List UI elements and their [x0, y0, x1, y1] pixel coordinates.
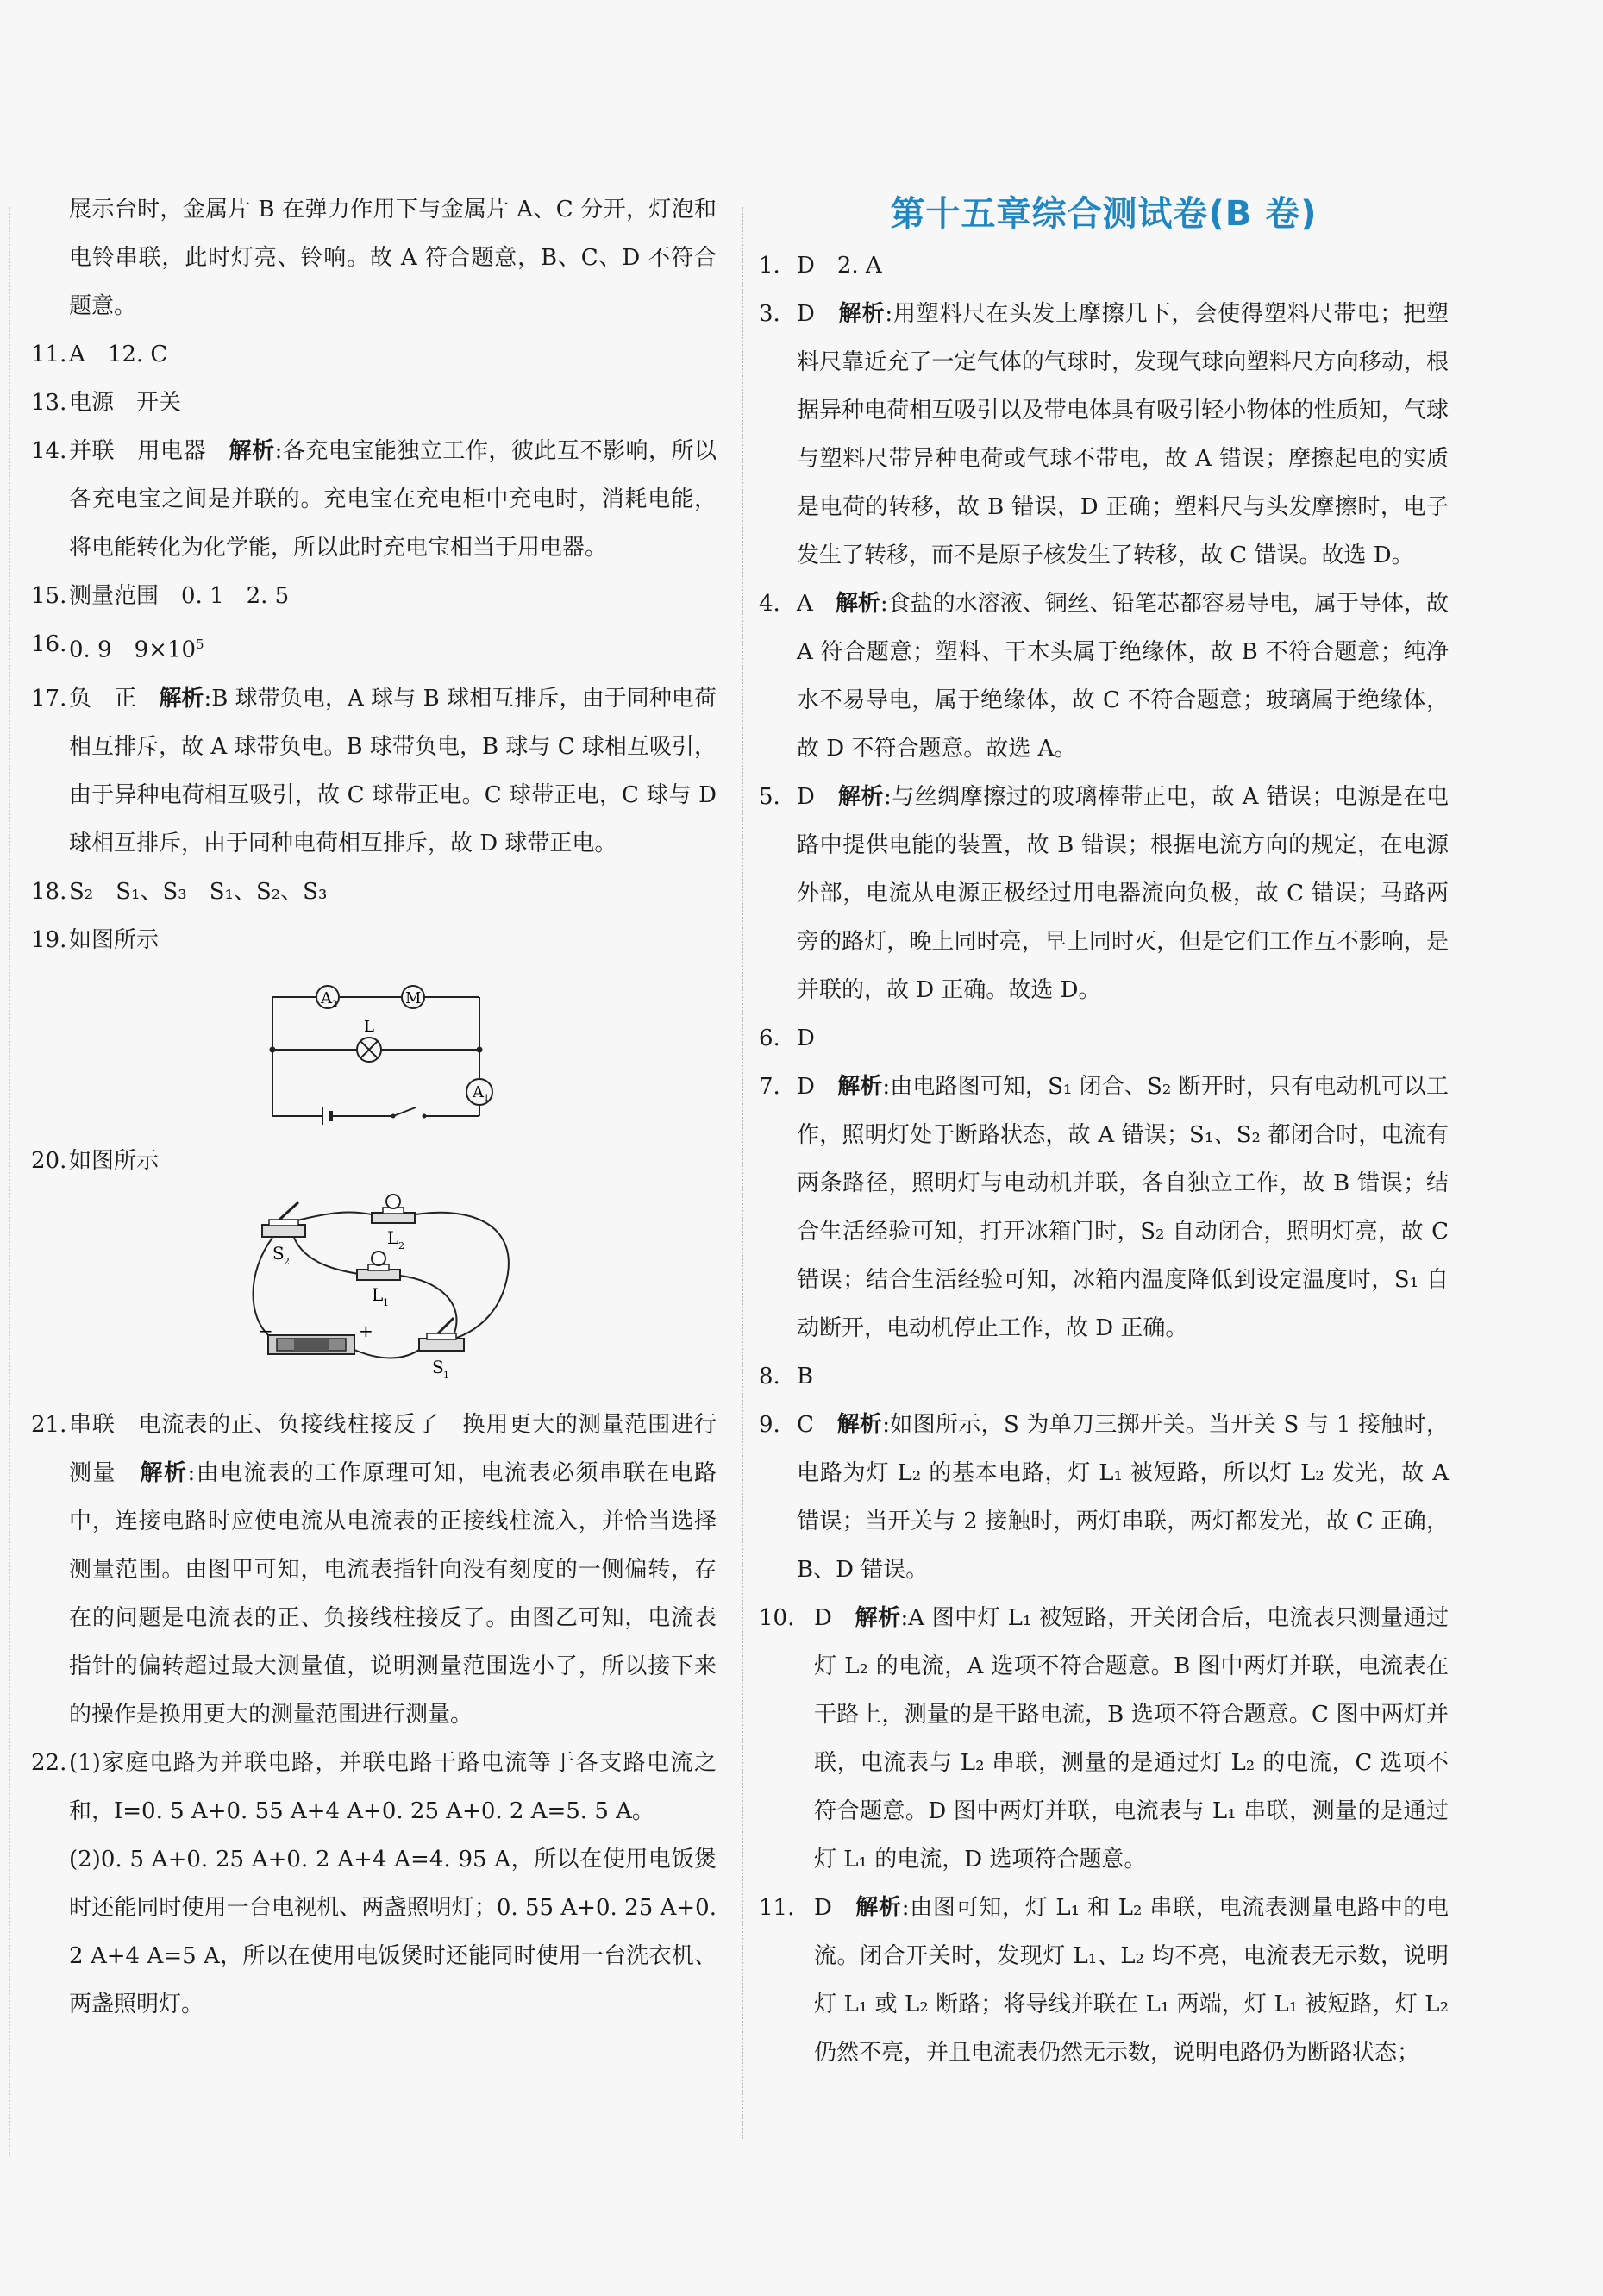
question-number: 15.	[31, 583, 67, 609]
analysis-label: 解析	[229, 438, 275, 464]
column-divider	[742, 207, 743, 2139]
question-number: 10.	[759, 1605, 795, 1631]
question-number: 6.	[759, 1026, 780, 1051]
answer-text: D	[814, 1605, 855, 1631]
answer-16	[31, 620, 717, 674]
switch-blade	[393, 1107, 416, 1116]
question-number: 1.	[759, 253, 780, 279]
answer-body	[797, 1063, 1449, 1352]
answer-text: B	[797, 1364, 814, 1390]
wire	[354, 1350, 419, 1358]
answer-body	[797, 580, 1449, 773]
answer-body	[69, 620, 717, 674]
answer-text: 如图所示	[69, 926, 160, 953]
analysis-label: 解析	[855, 1895, 902, 1921]
answer-r6	[759, 1014, 1449, 1063]
analysis-text: :由图可知，灯 L₁ 和 L₂ 串联，电流表测量电路中的电流。闭合开关时，发现灯 L₁、L₂ 均不亮，电流表无示数，说明灯 L₁ 或 L₂ 断路；将导线并联在 L₁ 两端，灯 L₁ 被短路，灯 L₂ 仍然不亮，并且电流表仍然无示数，说明电路仍为断路状态；	[814, 1895, 1449, 2066]
left-column	[31, 185, 717, 2029]
answer-body	[69, 427, 717, 572]
analysis-text: :用塑料尺在头发上摩擦几下，会使得塑料尺带电；把塑料尺靠近充了一定气体的气球时，发现气球向塑料尺方向移动，根据异种电荷相互吸引以及带电体具有吸引轻小物体的性质知，气球与塑料尺带异种电荷或气球不带电，故 A 错误；摩擦起电的实质是电荷的转移，故 B 错误，D 正确；塑料尺与头发摩擦时，电子发生了转移，而不是原子核发生了转移，故 C 错误。故选 D。	[797, 301, 1449, 568]
section-title: 第十五章综合测试卷(B 卷)	[890, 194, 1318, 234]
answer-14	[31, 427, 717, 572]
answer-part-2: (2)0. 5 A+0. 25 A+0. 2 A+4 A=4. 95 A，所以在使用电饭煲时还能同时使用一台电视机、两盏照明灯；0. 55 A+0. 25 A+0. 2 A+4 A=5 A，所以在使用电饭煲时还能同时使用一台洗衣机、两盏照明灯。	[69, 1846, 717, 2017]
junction-dot	[477, 1046, 483, 1052]
answer-17	[31, 674, 717, 868]
answer-text: A 12. C	[69, 342, 168, 367]
answer-r10	[759, 1594, 1449, 1884]
question-number: 22.	[31, 1749, 67, 1776]
answer-text: D	[814, 1895, 856, 1921]
answer-r11	[759, 1884, 1449, 2077]
wire	[294, 1238, 363, 1275]
answer-20	[31, 1137, 717, 1185]
analysis-text: :食盐的水溶液、铜丝、铅笔芯都容易导电，属于导体，故 A 符合题意；塑料、干木头属于绝缘体，故 B 不符合题意；纯净水不易导电，属于绝缘体，故 C 不符合题意；玻璃属于绝缘体，故 D 不符合题意。故选 A。	[797, 591, 1449, 762]
switch-pivot	[391, 1113, 396, 1118]
answer-text: S₂ S₁、S₃ S₁、S₂、S₃	[69, 878, 328, 905]
answer-r8	[759, 1352, 1449, 1401]
analysis-text: :A 图中灯 L₁ 被短路，开关闭合后，电流表只测量通过灯 L₂ 的电流，A 选项不符合题意。B 图中两灯并联，电流表在干路上，测量的是干路电流，B 选项不符合题意。C 图中两灯并联，电流表与 L₂ 串联，测量的是通过灯 L₂ 的电流，C 选项不符合题意。D 图中两灯并联，电流表与 L₁ 串联，测量的是通过灯 L₁ 的电流，D 选项符合题意。	[814, 1605, 1449, 1873]
answer-text: 电源 开关	[69, 390, 182, 416]
answer-text: D	[797, 1026, 815, 1051]
answer-body	[69, 1401, 717, 1739]
answer-text: 并联 用电器	[69, 438, 229, 464]
wire	[406, 1212, 509, 1341]
question-number: 18.	[31, 878, 67, 905]
lamp-l1-icon	[357, 1252, 400, 1280]
analysis-label: 解析	[838, 301, 886, 327]
circuit-diagram-20	[31, 1190, 717, 1392]
answer-text: C	[797, 1412, 837, 1438]
ammeter-a2-label: A	[321, 988, 332, 1007]
answer-r9	[759, 1401, 1449, 1594]
answer-text: D	[797, 1074, 838, 1100]
question-number: 13.	[31, 390, 67, 416]
answer-19	[31, 916, 717, 964]
analysis-label: 解析	[837, 784, 884, 810]
junction-dot	[270, 1046, 276, 1052]
battery-plus-label: +	[359, 1320, 373, 1341]
question-number: 8.	[759, 1364, 780, 1390]
switch-contact	[423, 1113, 427, 1118]
lamp-l2-subscript: 2	[398, 1239, 404, 1252]
analysis-text: :与丝绸摩擦过的玻璃棒带正电，故 A 错误；电源是在电路中提供电能的装置，故 B 错误；根据电流方向的规定，在电源外部，电流从电源正极经过用电器流向负极，故 C 错误；马路两旁的路灯，晚上同时亮，早上同时灭，但是它们工作互不影响，是并联的，故 D 正确。故选 D。	[797, 784, 1449, 1003]
answer-body	[814, 1884, 1449, 2077]
question-number: 17.	[31, 685, 67, 712]
analysis-text: :B 球带负电，A 球与 B 球相互排斥，由于同种电荷相互排斥，故 A 球带负电。B 球带负电，B 球与 C 球相互吸引，由于异种电荷相互吸引，故 C 球带正电。C 球带正电，C 球与 D 球相互排斥，由于同种电荷相互排斥，故 D 球带正电。	[69, 685, 717, 856]
answer-body	[797, 1401, 1449, 1594]
answer-r7	[759, 1063, 1449, 1352]
circuit-svg-19	[264, 969, 523, 1125]
question-number: 11.	[759, 1895, 795, 1921]
analysis-label: 解析	[835, 591, 880, 617]
left-margin-rule	[9, 207, 10, 2156]
switch-s2-icon	[262, 1202, 305, 1237]
answer-text: 负 正	[69, 685, 160, 712]
answer-text: 0. 9 9×10	[69, 637, 197, 663]
question-number: 4.	[759, 591, 780, 617]
left-continuation: 展示台时，金属片 B 在弹力作用下与金属片 A、C 分开，灯泡和电铃串联，此时灯亮、铃响。故 A 符合题意，B、C、D 不符合题意。	[69, 197, 717, 319]
answer-r1	[759, 242, 1449, 290]
answer-text: A	[797, 591, 836, 617]
answer-text: 串联 电流表的正、负接线柱接反了 换用更大的测量范围进行测量	[69, 1411, 717, 1486]
answer-22	[31, 1739, 717, 2029]
circuit-svg-20	[247, 1190, 531, 1389]
answer-18	[31, 868, 717, 916]
lamp-l2-icon	[372, 1195, 415, 1223]
answer-13	[31, 379, 717, 427]
answer-text: 测量范围 0. 1 2. 5	[69, 583, 290, 609]
lamp-label: L	[364, 1017, 374, 1036]
question-number: 20.	[31, 1147, 67, 1174]
question-number: 21.	[31, 1411, 67, 1438]
analysis-label: 解析	[159, 685, 204, 712]
switch-s2-label: S	[272, 1242, 285, 1264]
question-number: 16.	[31, 631, 67, 657]
battery-minus-label: −	[259, 1320, 273, 1341]
answer-21	[31, 1401, 717, 1739]
answer-body	[814, 1594, 1449, 1884]
lamp-l1-subscript: 1	[383, 1296, 389, 1308]
lamp-l1-label: L	[372, 1283, 384, 1305]
circuit-diagram-19	[31, 969, 717, 1128]
answer-r5	[759, 773, 1449, 1014]
answer-11	[31, 330, 717, 379]
answer-body	[69, 1739, 717, 2029]
answer-text: D	[797, 301, 839, 327]
question-number: 3.	[759, 301, 780, 327]
analysis-text: :如图所示，S 为单刀三掷开关。当开关 S 与 1 接触时，电路为灯 L₂ 的基本电路，灯 L₁ 被短路，所以灯 L₂ 发光，故 A 错误；当开关与 2 接触时，两灯串联，两灯都发光，故 C 正确，B、D 错误。	[797, 1412, 1449, 1583]
motor-label: M	[405, 988, 422, 1007]
analysis-label: 解析	[837, 1074, 883, 1100]
battery-icon	[268, 1335, 354, 1354]
answer-part-1: (1)家庭电路为并联电路，并联电路干路电流等于各支路电流之和，I=0. 5 A+0. 55 A+4 A+0. 25 A+0. 2 A=5. 5 A。	[69, 1749, 717, 1824]
analysis-label: 解析	[836, 1412, 883, 1438]
question-number: 5.	[759, 784, 780, 810]
exponent: 5	[196, 637, 204, 652]
switch-s1-subscript: 1	[443, 1369, 449, 1381]
answer-text: 如图所示	[69, 1147, 160, 1174]
ammeter-a2-subscript: 2	[332, 999, 338, 1009]
analysis-text: :由电流表的工作原理可知，电流表必须串联在电路中，连接电路时应使电流从电流表的正接线柱流入，并恰当选择测量范围。由图甲可知，电流表指针向没有刻度的一侧偏转，存在的问题是电流表的正、负接线柱接反了。由图乙可知，电流表指针的偏转超过最大测量值，说明测量范围选小了，所以接下来的操作是换用更大的测量范围进行测量。	[69, 1459, 717, 1728]
answer-text: D 2. A	[797, 253, 882, 279]
right-column	[759, 188, 1449, 2077]
lamp-l2-label: L	[387, 1226, 399, 1248]
switch-s2-subscript: 2	[284, 1255, 290, 1267]
question-number: 19.	[31, 926, 67, 953]
answer-r3	[759, 290, 1449, 580]
ammeter-a1-label: A	[473, 1082, 484, 1101]
analysis-label: 解析	[140, 1459, 188, 1486]
answer-text: D	[797, 784, 838, 810]
switch-s1-label: S	[432, 1356, 444, 1377]
analysis-text: :各充电宝能独立工作，彼此互不影响，所以各充电宝之间是并联的。充电宝在充电柜中充电时，消耗电能，将电能转化为化学能，所以此时充电宝相当于用电器。	[69, 438, 717, 561]
analysis-text: :由电路图可知，S₁ 闭合、S₂ 断开时，只有电动机可以工作，照明灯处于断路状态，故 A 错误；S₁、S₂ 都闭合时，电流有两条路径，照明灯与电动机并联，各自独立工作，故 B 错误；结合生活经验可知，打开冰箱门时，S₂ 自动闭合，照明灯亮，故 C 错误；结合生活经验可知，冰箱内温度降低到设定温度时，S₁ 自动断开，电动机停止工作，故 D 正确。	[797, 1074, 1449, 1341]
question-number: 7.	[759, 1074, 780, 1100]
analysis-label: 解析	[855, 1605, 901, 1631]
answer-body	[797, 290, 1449, 580]
answer-body	[69, 674, 717, 868]
question-number: 9.	[759, 1412, 780, 1438]
answer-r4	[759, 580, 1449, 773]
ammeter-a1-subscript: 1	[484, 1093, 490, 1103]
answer-body	[797, 773, 1449, 1014]
question-number: 11.	[31, 342, 67, 367]
answer-15	[31, 572, 717, 620]
question-number: 14.	[31, 438, 67, 464]
